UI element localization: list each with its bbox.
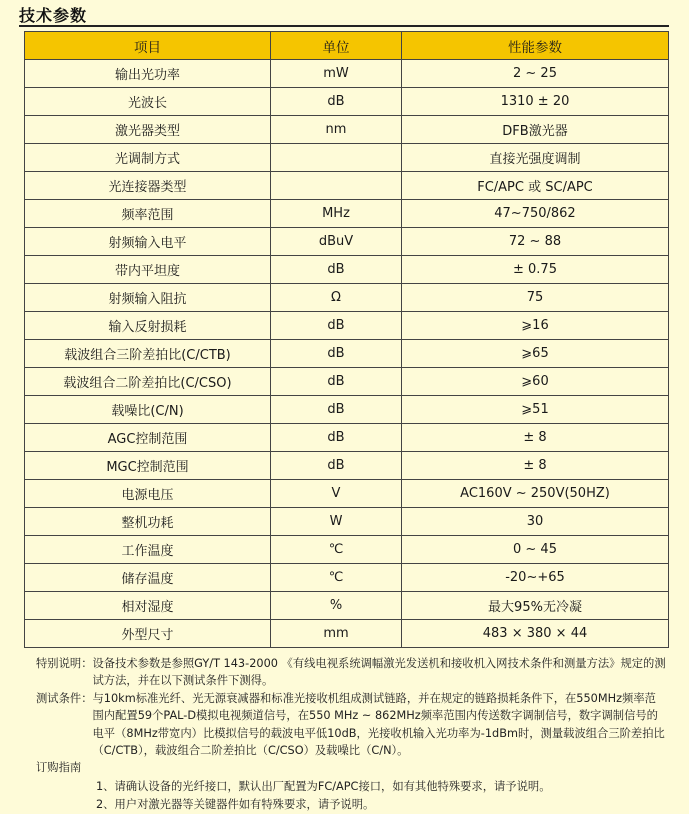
table-row — [25, 340, 669, 368]
table-row — [25, 284, 669, 312]
spec-unit-cell: dB — [271, 424, 402, 452]
spec-value-cell: ± 8 — [402, 424, 669, 452]
spec-unit-cell: W — [271, 508, 402, 536]
order-guide-item: 2、用户对激光器等关键器件如有特殊要求，请予说明。 — [96, 798, 375, 812]
order-guide-item: 1、请确认设备的光纤接口，默认出厂配置为FC/APC接口，如有其他特殊要求，请予说明。 — [96, 779, 551, 793]
special-note-text: 设备技术参数是参照GY/T 143-2000 《有线电视系统调幅激光发送机和接收机入网技术条件和测量方法》规定的测试方法，并在以下测试条件下测得。 — [92, 657, 666, 688]
spec-unit-cell: dB — [271, 340, 402, 368]
spec-value-cell: ⩾51 — [402, 396, 669, 424]
spec-unit-cell: mm — [271, 620, 402, 648]
spec-unit-cell — [271, 144, 402, 172]
special-note-label: 特别说明： — [36, 657, 93, 670]
spec-unit-cell: dB — [271, 312, 402, 340]
title-divider — [19, 25, 669, 27]
test-conditions — [36, 690, 666, 760]
table-row — [25, 592, 669, 620]
spec-value-cell: 直接光强度调制 — [402, 144, 669, 172]
spec-unit-cell: dB — [271, 256, 402, 284]
spec-item-cell: 整机功耗 — [25, 508, 271, 536]
spec-value-cell: 2 ~ 25 — [402, 60, 669, 88]
spec-value-cell: ⩾65 — [402, 340, 669, 368]
order-guide-title: 订购指南 — [36, 761, 82, 775]
spec-unit-cell: dBuV — [271, 228, 402, 256]
spec-table — [24, 31, 669, 648]
spec-value-cell: 483 × 380 × 44 — [402, 620, 669, 648]
spec-item-cell: 输入反射损耗 — [25, 312, 271, 340]
spec-item-cell: 激光器类型 — [25, 116, 271, 144]
table-row — [25, 536, 669, 564]
table-row — [25, 480, 669, 508]
spec-value-cell: DFB激光器 — [402, 116, 669, 144]
spec-unit-cell: dB — [271, 452, 402, 480]
table-row — [25, 88, 669, 116]
special-note — [36, 655, 666, 690]
spec-unit-cell: % — [271, 592, 402, 620]
test-conditions-text: 与10km标准光纤、光无源衰减器和标准光接收机组成测试链路，并在规定的链路损耗条件下，在550MHz频率范围内配置59个PAL-D模拟电视频道信号，在550 MHz ~ 862MHz频率范围内传送数字调制信号，数字调制信号的电平（8MHz带宽内）比模拟信号的载波电平低10dB，光接收机输入光功率为-1dBm时，测量载波组合三阶差拍比（C/CTB），载波组合二阶差拍比（C/CSO）及载噪比（C/N）。 — [92, 691, 665, 758]
spec-value-cell: 72 ~ 88 — [402, 228, 669, 256]
notes-section — [36, 655, 666, 814]
spec-value-cell: 75 — [402, 284, 669, 312]
spec-value-cell: 30 — [402, 508, 669, 536]
table-row — [25, 452, 669, 480]
table-row — [25, 396, 669, 424]
header-item: 项目 — [25, 32, 271, 60]
spec-unit-cell: nm — [271, 116, 402, 144]
table-row — [25, 60, 669, 88]
spec-unit-cell: ℃ — [271, 536, 402, 564]
table-row — [25, 256, 669, 284]
table-row — [25, 564, 669, 592]
spec-unit-cell: dB — [271, 88, 402, 116]
spec-item-cell: 外型尺寸 — [25, 620, 271, 648]
spec-unit-cell: dB — [271, 396, 402, 424]
spec-unit-cell: MHz — [271, 200, 402, 228]
spec-item-cell: 工作温度 — [25, 536, 271, 564]
table-row — [25, 508, 669, 536]
spec-unit-cell — [271, 172, 402, 200]
spec-item-cell: 电源电压 — [25, 480, 271, 508]
spec-unit-cell: Ω — [271, 284, 402, 312]
spec-item-cell: MGC控制范围 — [25, 452, 271, 480]
table-row — [25, 368, 669, 396]
spec-item-cell: 载噪比(C/N) — [25, 396, 271, 424]
spec-value-cell: ± 0.75 — [402, 256, 669, 284]
table-row — [25, 116, 669, 144]
spec-item-cell: 相对湿度 — [25, 592, 271, 620]
table-row — [25, 172, 669, 200]
spec-unit-cell: mW — [271, 60, 402, 88]
spec-item-cell: 光连接器类型 — [25, 172, 271, 200]
table-row — [25, 620, 669, 648]
table-header-row — [25, 32, 669, 60]
spec-value-cell: ⩾60 — [402, 368, 669, 396]
spec-item-cell: 储存温度 — [25, 564, 271, 592]
spec-value-cell: ± 8 — [402, 452, 669, 480]
spec-value-cell: FC/APC 或 SC/APC — [402, 172, 669, 200]
spec-unit-cell: dB — [271, 368, 402, 396]
test-conditions-label: 测试条件： — [36, 691, 93, 705]
spec-value-cell: 最大95%无冷凝 — [402, 592, 669, 620]
spec-item-cell: AGC控制范围 — [25, 424, 271, 452]
header-value: 性能参数 — [402, 32, 669, 60]
spec-value-cell: 1310 ± 20 — [402, 88, 669, 116]
spec-item-cell: 载波组合三阶差拍比(C/CTB) — [25, 340, 271, 368]
spec-item-cell: 载波组合二阶差拍比(C/CSO) — [25, 368, 271, 396]
table-row — [25, 228, 669, 256]
table-row — [25, 144, 669, 172]
spec-value-cell: -20~+65 — [402, 564, 669, 592]
spec-item-cell: 频率范围 — [25, 200, 271, 228]
table-row — [25, 312, 669, 340]
spec-unit-cell: ℃ — [271, 564, 402, 592]
table-row — [25, 424, 669, 452]
spec-item-cell: 光波长 — [25, 88, 271, 116]
header-unit: 单位 — [271, 32, 402, 60]
spec-item-cell: 输出光功率 — [25, 60, 271, 88]
spec-value-cell: 47~750/862 — [402, 200, 669, 228]
spec-item-cell: 射频输入阻抗 — [25, 284, 271, 312]
spec-value-cell: AC160V ~ 250V(50HZ) — [402, 480, 669, 508]
spec-item-cell: 光调制方式 — [25, 144, 271, 172]
spec-item-cell: 带内平坦度 — [25, 256, 271, 284]
spec-value-cell: 0 ~ 45 — [402, 536, 669, 564]
table-row — [25, 200, 669, 228]
spec-unit-cell: V — [271, 480, 402, 508]
spec-item-cell: 射频输入电平 — [25, 228, 271, 256]
spec-value-cell: ⩾16 — [402, 312, 669, 340]
section-title: 技术参数 — [19, 6, 88, 25]
